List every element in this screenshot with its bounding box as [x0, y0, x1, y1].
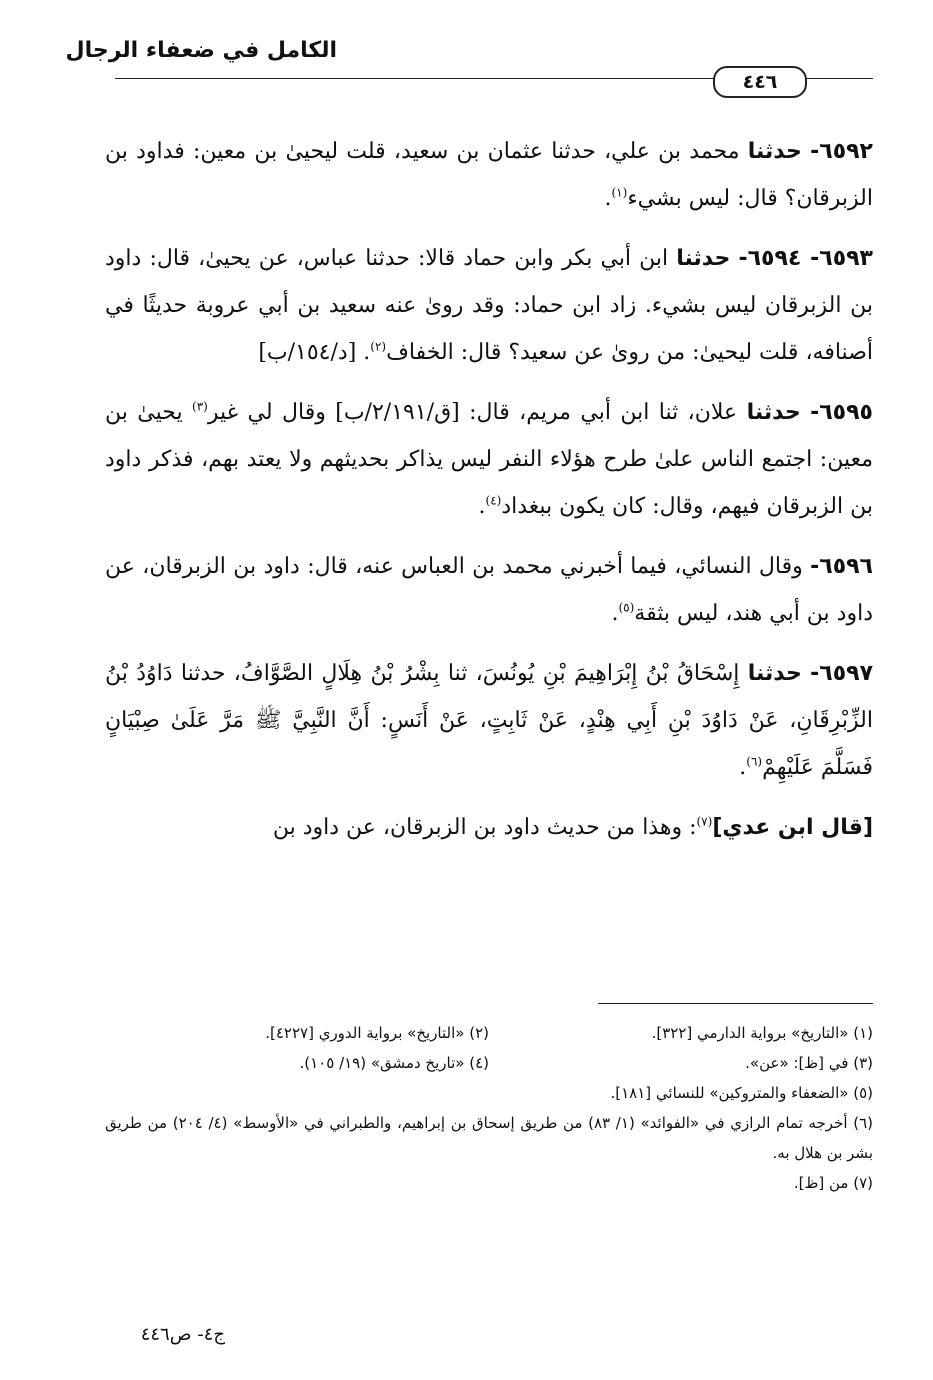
footnote-marker: (٤) [485, 493, 502, 508]
footnote-marker: (٧) [696, 814, 713, 829]
footnote-marker: (٦) [746, 754, 763, 769]
paragraph-text: ابن أبي بكر وابن حماد قالا: حدثنا عباس، عن يحيىٰ، قال: داود بن الزبرقان ليس بشيء. زاد ابن حماد: وقد روىٰ عنه سعيد بن أبي عروبة حديثًا في أصنافه، قلت ليحيىٰ: من روىٰ عن سعيد؟ قال: الخفاف [105, 246, 873, 365]
footnote-marker: (٥) [618, 600, 635, 615]
paragraph-tail: . [604, 186, 612, 211]
footnote-5: (٥) «الضعفاء والمتروكين» للنسائي [١٨١]. [610, 1084, 873, 1102]
footnote-4: (٤) «تاريخ دمشق» (١٩/ ١٠٥). [299, 1054, 489, 1072]
hadith-number: ٦٥٩٣- ٦٥٩٤- [738, 246, 873, 271]
narration-keyword: حدثنا [746, 400, 801, 425]
paragraph-tail: . [611, 601, 619, 626]
footnote-2: (٢) «التاريخ» برواية الدوري [٤٢٢٧]. [265, 1024, 489, 1042]
paragraph-6595 [105, 389, 873, 530]
narration-keyword: حدثنا [747, 139, 802, 164]
footnote-1: (١) «التاريخ» برواية الدارمي [٣٢٢]. [651, 1024, 873, 1042]
page-number-badge: ٤٤٦ [713, 66, 807, 98]
hadith-number: ٦٥٩٦- [810, 554, 873, 579]
hadith-number: ٦٥٩٧- [810, 661, 874, 686]
paragraph-6593 [105, 235, 873, 376]
paragraph-tail: يحيىٰ بن معين: اجتمع الناس علىٰ طرح هؤلاء النفر ليس يذاكر بحديثهم ولا يعتد بهم، فذكر داود بن الزبرقان فيهم، وقال: كان يكون ببغداد [105, 400, 873, 519]
paragraph-tail: . [د/١٥٤/ب] [258, 340, 371, 365]
paragraph-6592 [105, 128, 873, 222]
footnote-7: (٧) من [ظ]. [793, 1174, 873, 1192]
hadith-number: ٦٥٩٢- [810, 139, 873, 164]
main-text [105, 128, 873, 864]
hadith-number: ٦٥٩٥- [810, 400, 873, 425]
narration-keyword: حدثنا [676, 246, 731, 271]
footnote-6: (٦) أخرجه تمام الرازي في «الفوائد» (١/ ٨٣) من طريق إسحاق بن إبراهيم، والطبراني في «الأوسط» (٤/ ٢٠٤) من طريق بشر بن هلال به. [105, 1114, 873, 1162]
paragraph-6597 [105, 650, 873, 791]
footnote-marker: (٣) [192, 399, 208, 414]
volume-page-reference: ج٤- ص٤٤٦ [140, 1324, 225, 1345]
paragraph-text: علان، ثنا ابن أبي مريم، قال: [ق/٢/١٩١/ب] وقال لي غير [207, 400, 738, 425]
narration-keyword: حدثنا [747, 661, 802, 686]
footnote-3: (٣) في [ظ]: «عن». [745, 1054, 873, 1072]
speaker-label: [قال ابن عدي] [712, 815, 873, 840]
footnote-separator [598, 1003, 873, 1004]
paragraph-text: وقال النسائي، فيما أخبرني محمد بن العباس عنه، قال: داود بن الزبرقان، عن داود بن أبي هند، ليس بثقة [105, 554, 873, 626]
paragraph-text: محمد بن علي، حدثنا عثمان بن سعيد، قلت ليحيىٰ بن معين: فداود بن الزبرقان؟ قال: ليس بشيء [105, 139, 873, 211]
footnote-row [105, 1048, 873, 1078]
footnote-marker: (١) [611, 185, 628, 200]
paragraph-6596 [105, 543, 873, 637]
footnote-marker: (٢) [370, 339, 387, 354]
paragraph-ibn-adi [105, 804, 873, 851]
paragraph-tail: . [739, 755, 747, 780]
running-header-title: الكامل في ضعفاء الرجال [65, 38, 337, 63]
paragraph-tail: . [478, 494, 486, 519]
footnote-row [105, 1018, 873, 1048]
paragraph-text: : وهذا من حديث داود بن الزبرقان، عن داود بن [272, 815, 697, 840]
paragraph-text: إِسْحَاقُ بْنُ إِبْرَاهِيمَ بْنِ يُونُسَ، ثنا بِشْرُ بْنُ هِلَالٍ الصَّوَّافُ، حدثنا دَاوُدُ بْنُ الزِّبْرِقَانِ، عَنْ دَاوُدَ بْنِ أَبِي هِنْدٍ، عَنْ ثَابِتٍ، عَنْ أَنَسٍ: أَنَّ النَّبِيَّ ﷺ مَرَّ عَلَىٰ صِبْيَانٍ فَسَلَّمَ عَلَيْهِمْ [105, 661, 873, 780]
footnotes [105, 1018, 873, 1198]
